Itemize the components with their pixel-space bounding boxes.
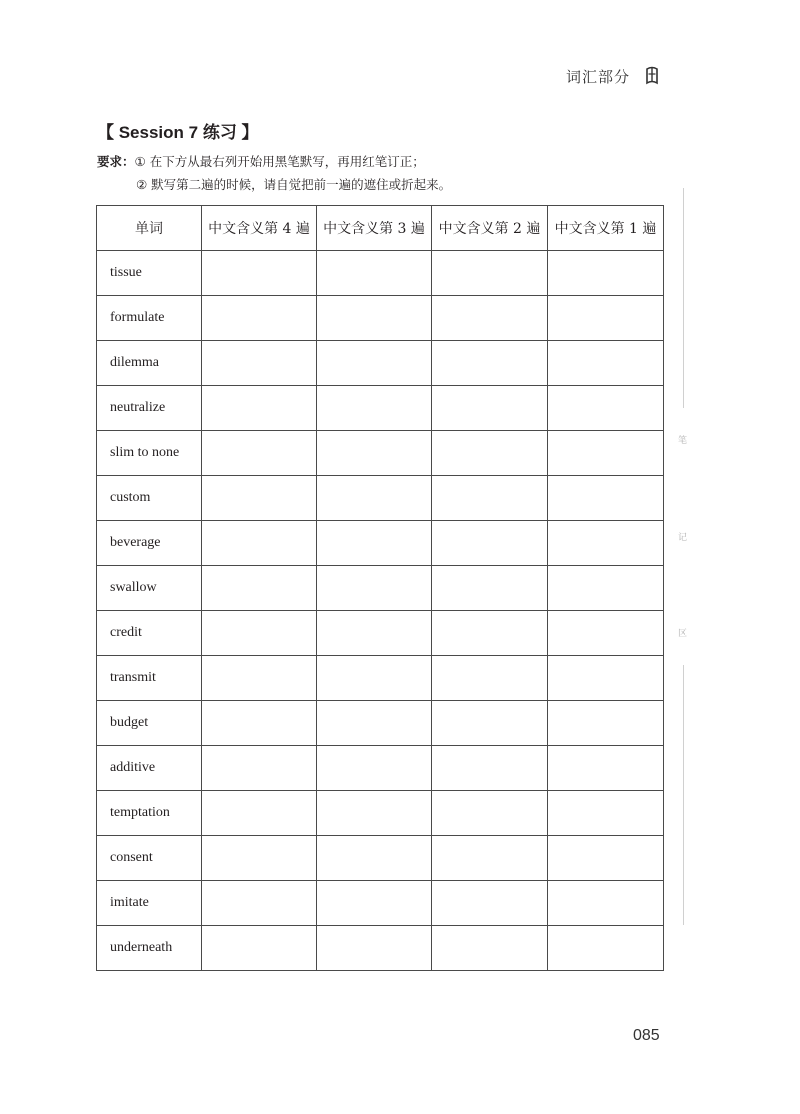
header-meaning-1: 中文含义第 1 遍: [548, 206, 664, 251]
answer-cell[interactable]: [317, 746, 432, 791]
answer-cell[interactable]: [317, 476, 432, 521]
word-cell: custom: [97, 476, 202, 521]
word-cell: slim to none: [97, 431, 202, 476]
answer-cell[interactable]: [548, 746, 664, 791]
table-row: [97, 881, 664, 926]
answer-cell[interactable]: [317, 656, 432, 701]
answer-cell[interactable]: [432, 656, 548, 701]
answer-cell[interactable]: [432, 431, 548, 476]
header-word: 单词: [97, 206, 202, 251]
answer-cell[interactable]: [548, 521, 664, 566]
answer-cell[interactable]: [317, 791, 432, 836]
table-row: [97, 521, 664, 566]
word-cell: neutralize: [97, 386, 202, 431]
table-header-row: [97, 206, 664, 251]
word-cell: swallow: [97, 566, 202, 611]
vocab-table: [96, 205, 664, 971]
answer-cell[interactable]: [317, 926, 432, 971]
answer-cell[interactable]: [202, 521, 317, 566]
answer-cell[interactable]: [202, 251, 317, 296]
answer-cell[interactable]: [432, 521, 548, 566]
word-cell: budget: [97, 701, 202, 746]
answer-cell[interactable]: [432, 881, 548, 926]
table-row: [97, 431, 664, 476]
table-row: [97, 791, 664, 836]
header-meaning-2: 中文含义第 2 遍: [432, 206, 548, 251]
answer-cell[interactable]: [317, 566, 432, 611]
header-title: 词汇部分: [566, 68, 631, 86]
word-cell: credit: [97, 611, 202, 656]
requirement-text-1: ① 在下方从最右列开始用黑笔默写，再用红笔订正；: [134, 154, 425, 169]
word-cell: temptation: [97, 791, 202, 836]
answer-cell[interactable]: [202, 296, 317, 341]
answer-cell[interactable]: [548, 296, 664, 341]
answer-cell[interactable]: [548, 926, 664, 971]
answer-cell[interactable]: [202, 566, 317, 611]
answer-cell[interactable]: [202, 386, 317, 431]
answer-cell[interactable]: [202, 926, 317, 971]
answer-cell[interactable]: [548, 881, 664, 926]
answer-cell[interactable]: [432, 341, 548, 386]
answer-cell[interactable]: [432, 746, 548, 791]
answer-cell[interactable]: [202, 431, 317, 476]
notes-margin-char: 区: [678, 629, 688, 639]
table-row: [97, 296, 664, 341]
answer-cell[interactable]: [317, 251, 432, 296]
answer-cell[interactable]: [548, 836, 664, 881]
answer-cell[interactable]: [432, 386, 548, 431]
requirement-line-1: [97, 152, 425, 170]
header-meaning-3: 中文含义第 3 遍: [317, 206, 432, 251]
notes-margin-line-bottom: [683, 665, 684, 925]
table-row: [97, 341, 664, 386]
page-number: 085: [633, 1027, 660, 1044]
book-icon: [645, 66, 659, 86]
answer-cell[interactable]: [317, 701, 432, 746]
word-cell: formulate: [97, 296, 202, 341]
answer-cell[interactable]: [202, 881, 317, 926]
answer-cell[interactable]: [432, 791, 548, 836]
notes-margin-line-top: [683, 188, 684, 408]
table-row: [97, 476, 664, 521]
answer-cell[interactable]: [548, 476, 664, 521]
answer-cell[interactable]: [432, 836, 548, 881]
answer-cell[interactable]: [317, 341, 432, 386]
answer-cell[interactable]: [432, 701, 548, 746]
word-cell: transmit: [97, 656, 202, 701]
word-cell: beverage: [97, 521, 202, 566]
table-row: [97, 656, 664, 701]
answer-cell[interactable]: [317, 611, 432, 656]
table-row: [97, 386, 664, 431]
table-row: [97, 836, 664, 881]
answer-cell[interactable]: [548, 341, 664, 386]
requirement-line-2: ② 默写第二遍的时候，请自觉把前一遍的遮住或折起来。: [136, 177, 452, 192]
answer-cell[interactable]: [317, 881, 432, 926]
answer-cell[interactable]: [432, 296, 548, 341]
answer-cell[interactable]: [432, 566, 548, 611]
answer-cell[interactable]: [317, 836, 432, 881]
answer-cell[interactable]: [548, 566, 664, 611]
table-row: [97, 611, 664, 656]
word-cell: consent: [97, 836, 202, 881]
answer-cell[interactable]: [317, 431, 432, 476]
answer-cell[interactable]: [202, 341, 317, 386]
table-row: [97, 701, 664, 746]
word-cell: imitate: [97, 881, 202, 926]
answer-cell[interactable]: [548, 701, 664, 746]
answer-cell[interactable]: [202, 656, 317, 701]
answer-cell[interactable]: [202, 476, 317, 521]
notes-margin-char: 记: [678, 533, 688, 543]
section-title: 【 Session 7 练习 】: [97, 123, 259, 142]
table-row: [97, 566, 664, 611]
answer-cell[interactable]: [548, 386, 664, 431]
answer-cell[interactable]: [432, 926, 548, 971]
word-cell: tissue: [97, 251, 202, 296]
answer-cell[interactable]: [317, 296, 432, 341]
answer-cell[interactable]: [202, 701, 317, 746]
answer-cell[interactable]: [317, 386, 432, 431]
word-cell: underneath: [97, 926, 202, 971]
table-row: [97, 926, 664, 971]
answer-cell[interactable]: [432, 251, 548, 296]
answer-cell[interactable]: [548, 251, 664, 296]
table-row: [97, 251, 664, 296]
header-meaning-4: 中文含义第 4 遍: [202, 206, 317, 251]
answer-cell[interactable]: [202, 836, 317, 881]
answer-cell[interactable]: [432, 476, 548, 521]
answer-cell[interactable]: [548, 431, 664, 476]
notes-margin-char: 笔: [678, 436, 688, 446]
answer-cell[interactable]: [548, 611, 664, 656]
answer-cell[interactable]: [548, 791, 664, 836]
table-row: [97, 746, 664, 791]
requirement-label: 要求：: [97, 154, 135, 169]
answer-cell[interactable]: [548, 656, 664, 701]
answer-cell[interactable]: [202, 611, 317, 656]
answer-cell[interactable]: [202, 746, 317, 791]
answer-cell[interactable]: [432, 611, 548, 656]
word-cell: additive: [97, 746, 202, 791]
answer-cell[interactable]: [202, 791, 317, 836]
answer-cell[interactable]: [317, 521, 432, 566]
word-cell: dilemma: [97, 341, 202, 386]
